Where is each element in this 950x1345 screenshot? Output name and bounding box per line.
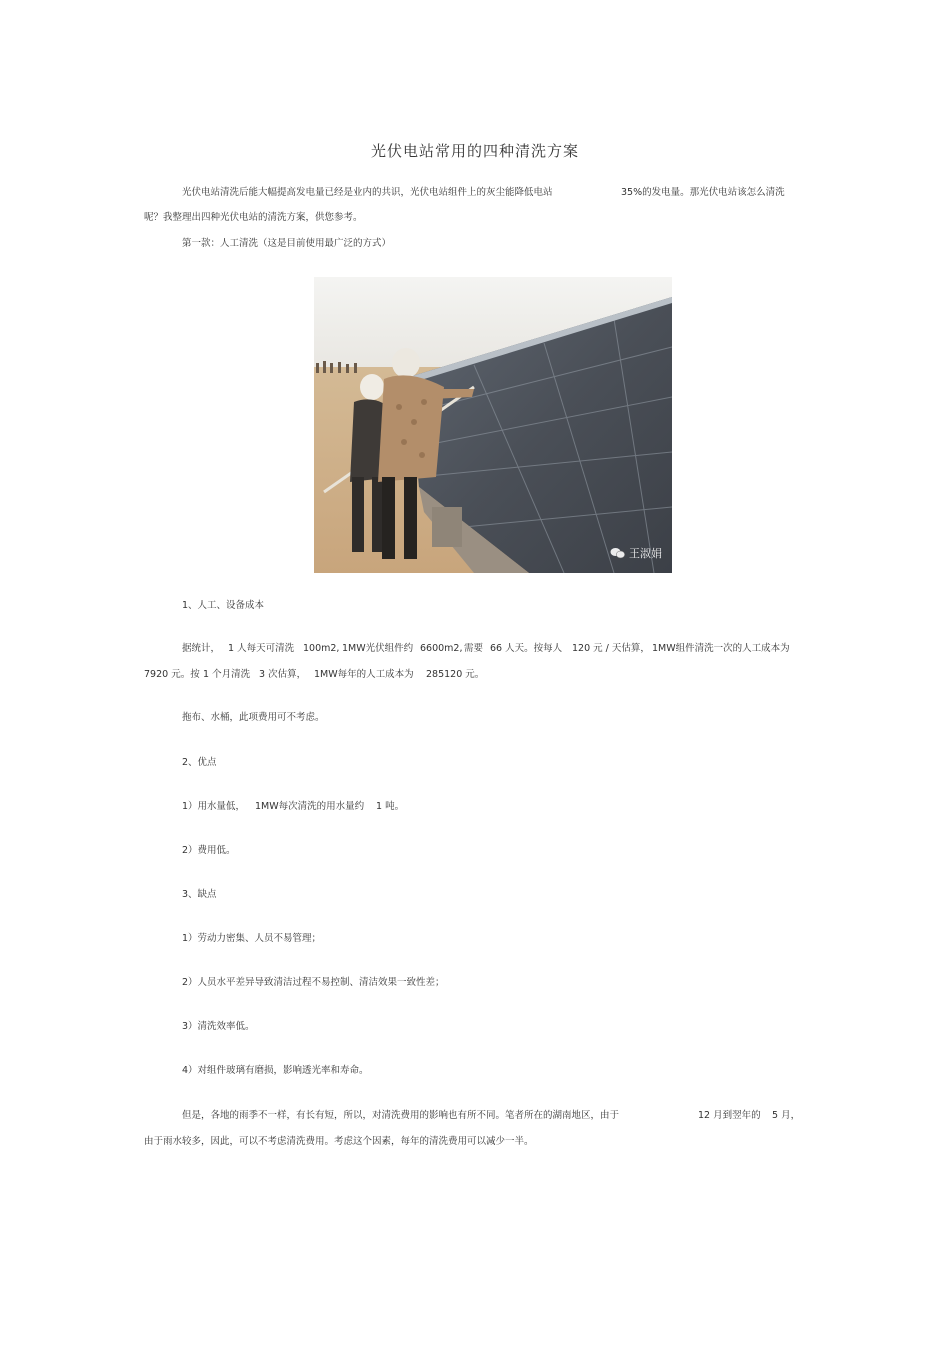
cost-text-2a: 7920 元。按 — [144, 669, 200, 680]
cost-text-2d: 1MW每年的人工成本为 — [314, 669, 414, 680]
intro-line-1-end: 35%的发电量。那光伏电站该怎么清洗 — [621, 187, 785, 198]
cost-text-1g: 66 人天。按每人 — [490, 643, 563, 654]
advantage-1c: 1 吨。 — [376, 801, 405, 812]
disadvantage-3: 3）清洗效率低。 — [182, 1021, 255, 1032]
document-title: 光伏电站常用的四种清洗方案 — [370, 142, 579, 160]
advantage-2: 2）费用低。 — [182, 845, 236, 856]
advantage-1a: 1）用水量低， — [182, 801, 246, 812]
closing-line-2: 由于雨水较多，因此，可以不考虑清洗费用。考虑这个因素，每年的清洗费用可以减少一半。 — [144, 1136, 534, 1147]
section-1-heading: 1、人工、设备成本 — [182, 600, 265, 611]
closing-line-1c: 5 月， — [772, 1110, 801, 1121]
cost-text-2e: 285120 元。 — [426, 669, 485, 680]
cost-text-2b: 1 个月清洗 — [203, 669, 251, 680]
photo-watermark — [610, 545, 662, 561]
closing-line-1b: 12 月到翌年的 — [698, 1110, 761, 1121]
watermark-text: 王淑娟 — [629, 547, 662, 560]
cost-text-1i: 1MW组件清洗一次的人工成本为 — [652, 643, 790, 654]
disadvantage-1: 1）劳动力密集、人员不易管理； — [182, 933, 322, 944]
section-3-heading: 3、缺点 — [182, 889, 217, 900]
closing-line-1a: 但是，各地的雨季不一样，有长有短，所以，对清洗费用的影响也有所不同。笔者所在的湖南地区，由于 — [182, 1110, 620, 1121]
cost-text-1h: 120 元 / 天估算， — [572, 643, 650, 654]
section-2-heading: 2、优点 — [182, 757, 217, 768]
cost-text-1d: 1MW光伏组件约 — [342, 643, 414, 654]
disadvantage-2: 2）人员水平差异导致清洁过程不易控制、清洁效果一致性差； — [182, 977, 445, 988]
cost-text-1a: 据统计， — [182, 643, 221, 654]
disadvantage-4: 4）对组件玻璃有磨损，影响透光率和寿命。 — [182, 1065, 369, 1076]
wechat-icon — [610, 547, 625, 559]
intro-line-1: 光伏电站清洗后能大幅提高发电量已经是业内的共识，光伏电站组件上的灰尘能降低电站 — [182, 187, 553, 198]
advantage-1b: 1MW每次清洗的用水量约 — [255, 801, 365, 812]
method-1-heading: 第一款：人工清洗（这是目前使用最广泛的方式） — [182, 238, 392, 249]
cost-text-1f: 需要 — [464, 643, 484, 654]
intro-line-2: 呢？我整理出四种光伏电站的清洗方案，供您参考。 — [144, 212, 363, 223]
cost-text-1e: 6600m2, — [420, 643, 463, 654]
cost-text-1c: 100m2, — [303, 643, 340, 654]
solar-cleaning-photo — [314, 277, 672, 573]
equipment-cost-text: 拖布、水桶，此项费用可不考虑。 — [182, 712, 325, 723]
cost-text-2c: 3 次估算， — [259, 669, 307, 680]
cost-text-1b: 1 人每天可清洗 — [228, 643, 295, 654]
